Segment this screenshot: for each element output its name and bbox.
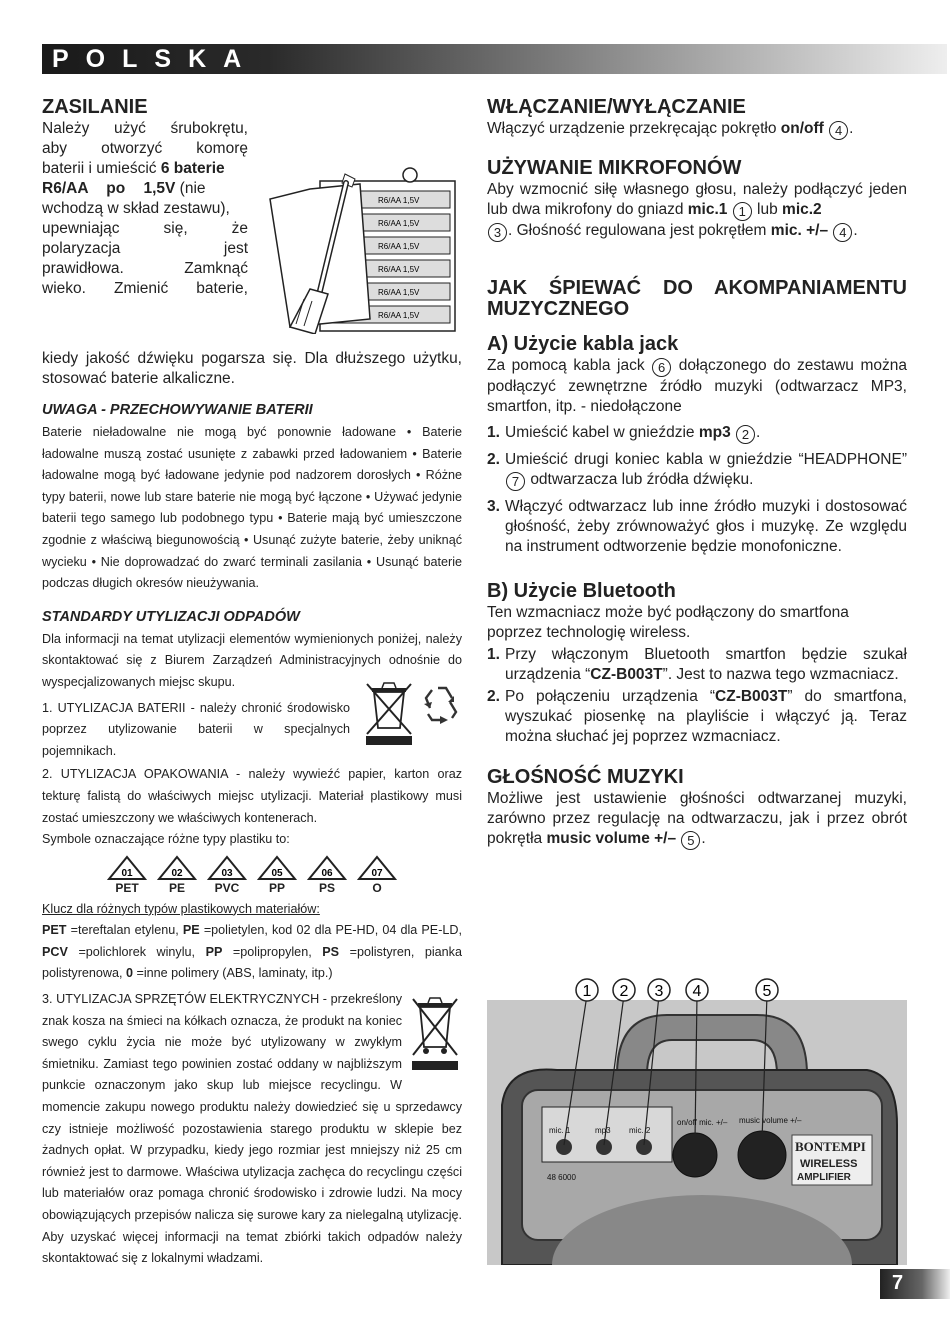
uwaga-heading: UWAGA - PRZECHOWYWANIE BATERII (42, 402, 313, 418)
plastic-key-code: PP (205, 944, 223, 959)
plastic-code: PET (115, 880, 139, 895)
zasilanie-line-5: wchodzą w skład zestawu), (42, 200, 230, 217)
callout-6-circle: 6 (652, 358, 671, 377)
jack-label-mic2: mic. 2 (629, 1126, 651, 1135)
recycle-triangle-icon (256, 855, 298, 881)
battery-label: R6/AA 1,5V (378, 311, 420, 320)
callout-2-circle: 2 (736, 425, 755, 444)
model-line1: WIRELESS (800, 1158, 858, 1170)
plastic-symbols-row (104, 855, 462, 895)
b-step-2-num: 2. (487, 688, 500, 705)
svg-text:05: 05 (271, 867, 283, 879)
a-step-1-num: 1. (487, 424, 500, 441)
amplifier-illustration (487, 975, 907, 1265)
zasilanie-line-3 (42, 159, 248, 179)
plastic-key-code: PET (42, 923, 67, 938)
plastic-key-desc: =inne polimery (ABS, laminaty, itp.) (133, 966, 333, 981)
mik-t2: lub (752, 201, 783, 218)
a-heading: A) Użycie kabla jack (487, 333, 679, 355)
crossed-bin-battery-icon (364, 680, 414, 746)
a-step-3-num: 3. (487, 498, 500, 515)
model-number: 48 6000 (547, 1173, 576, 1182)
a-step-2-end: odtwarzacza lub źródła dźwięku. (530, 471, 754, 488)
plastic-symbol-pet (104, 855, 150, 895)
a-step-1-bold: mp3 (698, 424, 731, 441)
plastic-symbol-o (354, 855, 400, 895)
callout-1-circle: 1 (733, 202, 752, 221)
zasilanie-line-6: upewniając się, że (42, 220, 248, 237)
zasilanie-line-3a: baterii i umieścić (42, 160, 161, 177)
zasilanie-continued-text: kiedy jakość dźwięku pogarsza się. Dla dłuższego użytku, stosować baterie alkaliczne. (42, 350, 462, 387)
crossed-bin-electrical-icon (410, 995, 460, 1071)
b-step-1-num: 1. (487, 646, 500, 663)
zasilanie-line-1: Należy użyć śrubokrętu, (42, 120, 248, 137)
zasilanie-line-7: polaryzacja jest (42, 240, 248, 257)
zasilanie-line-3b: 6 baterie (160, 160, 225, 177)
callout-5-circle: 5 (681, 831, 700, 850)
plastic-key-desc: =polichlorek winylu, (67, 944, 206, 959)
wlaczanie-bold: on/off (780, 120, 824, 137)
battery-label: R6/AA 1,5V (378, 265, 420, 274)
plastic-key-code: PE (182, 923, 200, 938)
page-header-title: POLSKA (52, 45, 259, 73)
zasilanie-wrapped-text (42, 119, 248, 299)
plastic-key-desc: =polipropylen, (222, 944, 323, 959)
wlaczanie-end: . (849, 120, 854, 137)
callout-1-device (576, 979, 598, 1001)
plastic-symbol-pe (154, 855, 200, 895)
jack-label-mic1: mic. 1 (549, 1126, 571, 1135)
key-title: Klucz dla różnych typów plastikowych materiałów: (42, 901, 320, 916)
a-step-2 (487, 450, 907, 491)
plastic-key-code: PCV (42, 944, 68, 959)
page-number-tab (880, 1269, 950, 1299)
uwaga-text: Baterie nieładowalne nie mogą być ponownie ładowane • Baterie ładowalne muszą zostać usunięte z zabawki przed ładowaniem • Baterie ładowalne mogą być ładowane jedynie pod nadzorem dorosłych • Różne typy baterii, nowe lub stare baterie nie mogą być łączone • Używać jedynie baterii tego samego lub podobnego typu • Baterie mają być umieszczone zgodnie z właściwą biegunowością • Usunąć zużyte baterie, żeby uniknąć wycieku • Nie doprowadzać do zwarć terminali zasilania • Usunąć baterie podczas długich okresów nieużywania. (42, 425, 462, 591)
brand-logo: BONTEMPI (795, 1139, 866, 1154)
plastic-code: PE (168, 880, 185, 895)
b-step-1 (487, 645, 907, 685)
mik-b3: mic. +/– (770, 222, 829, 239)
b-step-2-bold: CZ-B003T (715, 688, 788, 705)
page-header-bar (42, 44, 947, 74)
plastic-code: PP (268, 880, 285, 895)
callout-3-circle: 3 (488, 223, 507, 242)
item3-text-content: 3. UTYLIZACJA SPRZĘTÓW ELEKTRYCZNYCH - przekreślony znak kosza na śmieci na kółkach oznacza, że produkt na koniec swego cyklu życia nie może być utylizowany w zwykłym śmietniku. Zamiast tego powinien zostać oddany w najbliższym punkcie oznaczonym jako skup lub miejsce recyclingu. W momencie zakupu nowego produktu należy dowiedzieć się u sprzedawcy czy istnieje możliwość pozostawienia starego produktu w sklepie bez żadnych opłat. W przypadku, kiedy jego rozmiar jest mniejszy niż 25 cm również jest to darmowe. Właściwa utylizacja zachęca do recyclingu części lub materiałów oraz pomaga chronić środowisko i zdrowie ludzi. Na mocy obowiązujących przepisów nalicza się surowe kary za nielegalną utylizację. Aby uzyskać więcej informacji na temat zbiórki takich odpadów należy skontaktować się z lokalnymi władzami. (42, 992, 462, 1266)
callout-4-device (686, 979, 708, 1001)
b-step-1-text: Przy włączonym Bluetooth smartfon będzie szukał urządzenia “ (505, 646, 907, 683)
svg-text:5: 5 (762, 983, 772, 1000)
zasilanie-block (42, 119, 462, 319)
callout-5-device (756, 979, 778, 1001)
item3-text (42, 989, 462, 1270)
a-step-2-text: Umieścić drugi koniec kabla w gnieździe “HEADPHONE” (505, 451, 907, 468)
battery-label: R6/AA 1,5V (378, 288, 420, 297)
callout-7-circle: 7 (506, 472, 525, 491)
plastic-code: PS (318, 880, 335, 895)
mik-t3: . Głośność regulowana jest pokrętłem (508, 222, 771, 239)
standardy-heading: STANDARDY UTYLIZACJI ODPADÓW (42, 608, 300, 625)
a-step-1-text: Umieścić kabel w gnieździe (505, 424, 699, 441)
svg-text:1: 1 (582, 983, 592, 1000)
a-step-2-num: 2. (487, 451, 500, 468)
b-step-2-text: Po połączeniu urządzenia “ (505, 688, 716, 705)
glosnosc-text (487, 789, 907, 850)
battery-label: R6/AA 1,5V (378, 219, 420, 228)
plastic-key-code: PS (322, 944, 340, 959)
page-number: 7 (892, 1272, 904, 1294)
svg-text:03: 03 (221, 867, 233, 879)
zasilanie-heading: ZASILANIE (42, 96, 148, 118)
model-line2: AMPLIFIER (797, 1172, 851, 1183)
mik-t1: Aby wzmocnić siłę własnego głosu, należy podłączyć jeden lub dwa mikrofony do gniazd (487, 181, 907, 218)
recycle-triangle-icon (106, 855, 148, 881)
b-step-2 (487, 687, 907, 747)
callout-4b-circle: 4 (833, 223, 852, 242)
zasilanie-line-4b: (nie (175, 180, 206, 197)
symbols-intro: Symbole oznaczające różne typy plastiku to: (42, 832, 290, 847)
b-heading: B) Użycie Bluetooth (487, 580, 676, 602)
plastic-key-desc: =tereftalan etylenu, (66, 923, 183, 938)
a-t1: Za pomocą kabla jack (487, 357, 652, 374)
knob1-label: on/off mic. +/– (677, 1118, 728, 1127)
glos-bold: music volume +/– (546, 830, 677, 847)
b-step-2-end: ” do smartfona, wyszukać piosenkę na playliście i włączyć ją. Teraz można słuchać jej poprzez wzmacniacz. (505, 688, 907, 745)
a-step-1-end: . (756, 424, 761, 441)
plastic-symbol-ps (304, 855, 350, 895)
a-step-3 (487, 497, 907, 557)
svg-text:01: 01 (121, 867, 133, 879)
plastic-code: O (372, 880, 382, 895)
plastic-key-text (42, 920, 462, 985)
item1-text: 1. UTYLIZACJA BATERII - należy chronić środowisko poprzez utylizowanie baterii w specjalnych pojemnikach. (42, 700, 350, 758)
b-step-1-end: ”. Jest to nazwa tego wzmacniacz. (662, 666, 899, 683)
svg-text:2: 2 (619, 983, 629, 1000)
glos-t1: Możliwe jest ustawienie głośności odtwarzanej muzyki, zarówno przez regulację na odtwarzaczu, jak i przez obrót pokrętła (487, 790, 907, 847)
jack-label-mp3: mp3 (595, 1126, 611, 1135)
zasilanie-line-4 (42, 179, 248, 199)
zasilanie-line-4a: R6/AA po 1,5V (42, 180, 176, 197)
plastic-key-desc: =polistyren, pianka polistyrenowa, (42, 944, 462, 981)
left-column (42, 95, 462, 1270)
a-t2: dołączonego do zestawu można podłączyć zewnętrzne źródło muzyki (odtwarzacz MP3, smartfon, itp. - niedołączone (487, 357, 907, 415)
plastic-symbol-pp (254, 855, 300, 895)
recycling-arrows-icon (420, 684, 464, 724)
zasilanie-line-9: wieko. Zmienić baterie, (42, 280, 248, 297)
right-column (487, 95, 907, 850)
plastic-code: PVC (214, 880, 240, 895)
recycle-triangle-icon (356, 855, 398, 881)
glos-end: . (701, 830, 706, 847)
mik-b2: mic.2 (782, 201, 822, 218)
item2-text: 2. UTYLIZACJA OPAKOWANIA - należy wywieźć papier, karton oraz tekturę falistą do właściwych miejsc utylizacji. Materiał plastikowy musi zostać umieszczony we właściwych kontenerach. (42, 767, 462, 825)
battery-compartment-illustration (260, 159, 460, 334)
recycle-triangle-icon (306, 855, 348, 881)
b-text: Ten wzmacniacz może być podłączony do smartfona poprzez technologię wireless. (487, 604, 849, 641)
wlaczanie-text (487, 119, 907, 140)
svg-text:07: 07 (371, 867, 383, 879)
mik-t4: . (853, 222, 858, 239)
b-step-1-bold: CZ-B003T (590, 666, 663, 683)
zasilanie-line-8: prawidłowa. Zamknąć (42, 260, 248, 277)
jak-heading: JAK ŚPIEWAĆ DO AKOMPANIAMENTU MUZYCZNEGO (487, 277, 907, 320)
knob2-label: music volume +/– (739, 1116, 802, 1125)
plastic-key-desc: =polietylen, kod 02 dla PE-HD, 04 dla PE-LD, (199, 923, 462, 938)
glosnosc-heading: GŁOŚNOŚĆ MUZYKI (487, 766, 684, 788)
a-step-3-text: Włączyć odtwarzacz lub inne źródło muzyki i dostosować głośność, żeby zrównoważyć głos i muzykę. Ze względu na instrument odtworzenie będzie monofoniczne. (505, 498, 907, 555)
callout-2-device (613, 979, 635, 1001)
svg-text:02: 02 (171, 867, 183, 879)
a-step-1 (487, 423, 907, 444)
battery-label: R6/AA 1,5V (378, 242, 420, 251)
item3-block (42, 989, 462, 1270)
callout-4-circle: 4 (829, 121, 848, 140)
wlaczanie-heading: WŁĄCZANIE/WYŁĄCZANIE (487, 96, 746, 118)
plastic-symbol-pvc (204, 855, 250, 895)
plastic-key-code: 0 (126, 966, 134, 981)
recycle-triangle-icon (156, 855, 198, 881)
item1-block (42, 698, 462, 763)
mik-b1: mic.1 (687, 201, 728, 218)
mikrofony-text (487, 180, 907, 242)
callout-3-device (648, 979, 670, 1001)
battery-label: R6/AA 1,5V (378, 196, 420, 205)
mikrofony-heading: UŻYWANIE MIKROFONÓW (487, 157, 742, 179)
wlaczanie-text-a: Włączyć urządzenie przekręcając pokrętło (487, 120, 781, 137)
svg-text:06: 06 (321, 867, 333, 879)
zasilanie-line-2: aby otworzyć komorę (42, 140, 248, 157)
a-intro (487, 356, 907, 417)
svg-text:3: 3 (654, 983, 664, 1000)
recycle-triangle-icon (206, 855, 248, 881)
standardy-intro: Dla informacji na temat utylizacji elementów wymienionych poniżej, należy skontaktować się z Biurem Zarządzeń Administracyjnych odnośnie do wyspecjalizowanych miejsc skupu. (42, 631, 462, 689)
svg-text:4: 4 (692, 983, 702, 1000)
